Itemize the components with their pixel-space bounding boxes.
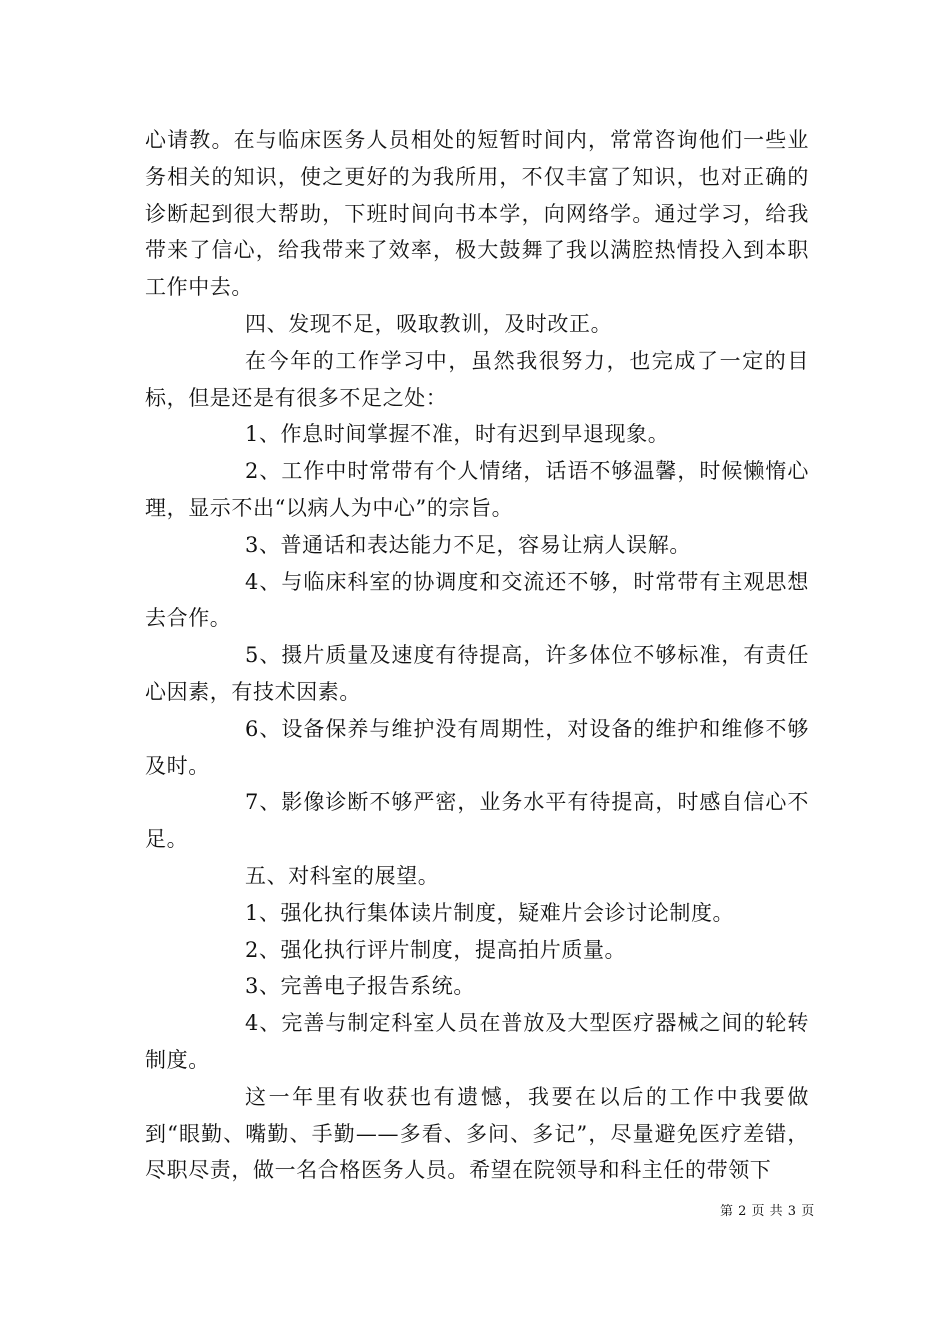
section-heading: 五、对科室的展望。 <box>245 863 440 888</box>
list-item: 6、设备保养与维护没有周期性，对设备的维护和维修不够及时。 <box>145 716 809 778</box>
paragraph: 在今年的工作学习中，虽然我很努力，也完成了一定的目标，但是还是有很多不足之处： <box>145 348 809 410</box>
list-item: 1、作息时间掌握不准，时有迟到早退现象。 <box>245 422 670 447</box>
list-item: 2、工作中时常带有个人情绪，话语不够温馨，时候懒惰心理，显示不出“以病人为中心”的宗旨。 <box>145 459 809 520</box>
list-item: 7、影像诊断不够严密，业务水平有待提高，时感自信心不足。 <box>145 790 809 852</box>
list-item: 3、普通话和表达能力不足，容易让病人误解。 <box>245 532 691 557</box>
list-item: 2、强化执行评片制度，提高拍片质量。 <box>245 937 627 962</box>
list-item: 1、强化执行集体读片制度，疑难片会诊讨论制度。 <box>245 900 735 925</box>
document-body <box>145 122 809 1189</box>
paragraph: 心请教。在与临床医务人员相处的短暂时间内，常常咨询他们一些业务相关的知识，使之更好的为我所用，不仅丰富了知识，也对正确的诊断起到很大帮助，下班时间向书本学，向网络学。通过学习，给我带来了信心，给我带来了效率，极大鼓舞了我以满腔热情投入到本职工作中去。 <box>145 128 809 300</box>
page-number-footer: 第 2 页 共 3 页 <box>720 1204 815 1219</box>
list-item: 4、与临床科室的协调度和交流还不够，时常带有主观思想去合作。 <box>145 569 809 631</box>
section-heading: 四、发现不足，吸取教训，及时改正。 <box>245 311 613 336</box>
list-item: 4、完善与制定科室人员在普放及大型医疗器械之间的轮转制度。 <box>145 1011 809 1072</box>
list-item: 3、完善电子报告系统。 <box>245 974 475 999</box>
list-item: 5、摄片质量及速度有待提高，许多体位不够标准，有责任心因素，有技术因素。 <box>145 643 809 704</box>
paragraph: 这一年里有收获也有遗憾，我要在以后的工作中我要做到“眼勤、嘴勤、手勤——多看、多问、多记”，尽量避免医疗差错，尽职尽责，做一名合格医务人员。希望在院领导和科主任的带领下 <box>145 1084 809 1183</box>
